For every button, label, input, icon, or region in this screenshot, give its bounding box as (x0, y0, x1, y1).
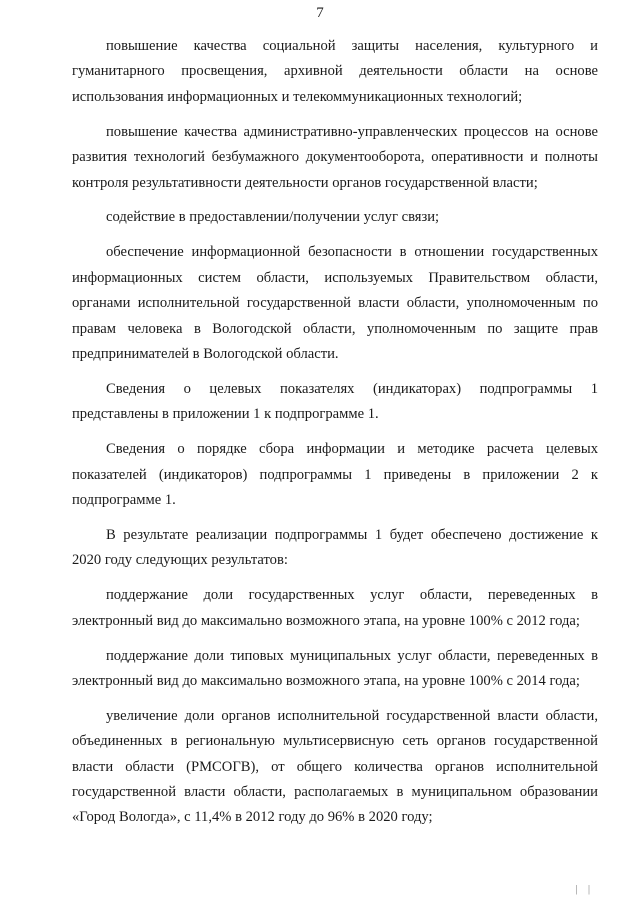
page-number: 7 (316, 5, 324, 21)
paragraph: поддержание доли государственных услуг области, переведенных в электронный вид до максимально возможного этапа, на уровне 100% с 2012 года; (72, 587, 598, 629)
paragraph: В результате реализации подпрограммы 1 будет обеспечено достижение к 2020 году следующих результатов: (72, 526, 598, 569)
paragraph: Сведения о целевых показателях (индикаторах) подпрограммы 1 представлены в приложении 1 к подпрограмме 1. (72, 380, 598, 423)
paragraph: повышение качества административно-управленческих процессов на основе развития технологий безбумажного документооборота, оперативности и полноты контроля результативности деятельности органов государственной власти; (72, 123, 598, 191)
paragraph: увеличение доли органов исполнительной государственной власти области, объединенных в региональную мультисервисную сеть органов государственной власти области (РМСОГВ), от общего количества органов исполнительной государственной власти области, располагаемых в муниципальном образовании «Город Вологда», с 11,4% в 2012 году до 96% в 2020 году; (72, 707, 598, 826)
paragraph: повышение качества социальной защиты населения, культурного и гуманитарного просвещения, архивной деятельности области на основе использования информационных и телекоммуникационных технологий; (72, 38, 598, 105)
body-text (72, 34, 598, 840)
paragraph: обеспечение информационной безопасности в отношении государственных информационных систем области, используемых Правительством области, органами исполнительной государственной власти области, уполномоченным по правам человека в Вологодской области, уполномоченным по защите прав предпринимателей в Вологодской области. (72, 244, 598, 362)
scan-mark: | | (575, 884, 594, 895)
paragraph: поддержание доли типовых муниципальных услуг области, переведенных в электронный вид до максимально возможного этапа, на уровне 100% с 2014 года; (72, 647, 598, 689)
paragraph: Сведения о порядке сбора информации и методике расчета целевых показателей (индикаторов) подпрограммы 1 приведены в приложении 2 к подпрограмме 1. (72, 441, 598, 508)
paragraph: содействие в предоставлении/получении услуг связи; (106, 209, 440, 226)
